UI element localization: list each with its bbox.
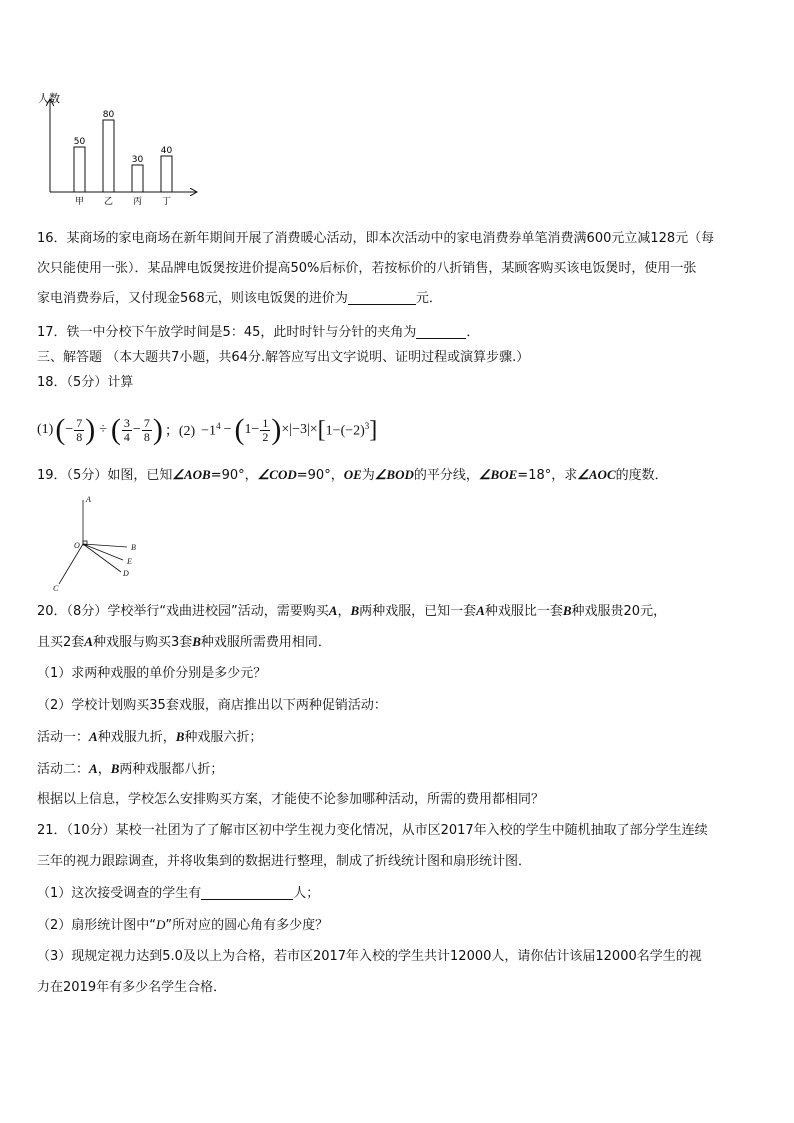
q19-text: 19．（5分）如图，已知∠AOB=90°，∠COD=90°，OE为∠BOD的平分线，∠BOE=18°，求∠AOC的度数． bbox=[37, 467, 668, 483]
bar-value-label: 80 bbox=[102, 110, 115, 120]
q21-sub3b: 力在2019年有多少名学生合格． bbox=[37, 980, 227, 995]
fraction: $\frac{3}{4}$ bbox=[123, 415, 130, 444]
label-D: D bbox=[123, 569, 129, 578]
q21-sub2: （2）扇形统计图中“D”所对应的圆心角有多少度？ bbox=[37, 917, 329, 933]
label-A: A bbox=[86, 495, 91, 504]
fraction: $\frac{1}{2}$ bbox=[262, 415, 269, 444]
bar-丁 bbox=[161, 156, 172, 192]
q17 bbox=[37, 324, 479, 342]
y-axis-label: 人数 bbox=[38, 92, 60, 105]
q21-sub3: （3）现规定视力达到5.0及以上为合格，若市区2017年入校的学生共计12000人，请你估计该届12000名学生的视 bbox=[37, 949, 702, 964]
answer-blank[interactable] bbox=[348, 290, 416, 305]
category-label: 丙 bbox=[132, 197, 143, 207]
bar-乙 bbox=[103, 120, 114, 192]
bar-chart bbox=[30, 88, 210, 208]
fraction: $\frac{7}{8}$ bbox=[143, 415, 150, 444]
category-label: 甲 bbox=[74, 197, 85, 207]
label-C: C bbox=[53, 584, 59, 593]
q20-sub1: （1）求两种戏服的单价分别是多少元？ bbox=[37, 666, 267, 681]
q16-line3 bbox=[37, 290, 442, 308]
q20-line2: 且买2套A种戏服与购买3套B种戏服所需费用相同． bbox=[37, 634, 331, 650]
bar-value-label: 30 bbox=[131, 155, 144, 165]
q16-line1: 16．某商场的家电商场在新年期间开展了消费暖心活动，即本次活动中的家电消费券单笔消费满600元立减128元（每 bbox=[37, 231, 715, 246]
q20-activity1: 活动一：A种戏服九折，B种戏服六折； bbox=[37, 729, 263, 745]
q20-line1: 20．（8分）学校举行“戏曲进校园”活动，需要购买A，B两种戏服，已知一套A种戏服比一套B种戏服贵20元， bbox=[37, 603, 667, 619]
bar-丙 bbox=[132, 165, 143, 192]
angle-diagram bbox=[45, 492, 155, 594]
q16-line2: 次只能使用一张）．某品牌电饭煲按进价提高50%后标价，若按标价的八折销售，某顾客购买该电饭煲时，使用一张 bbox=[37, 261, 697, 276]
q20-activity2: 活动二：A，B两种戏服都八折； bbox=[37, 761, 224, 777]
q17-text: 17．铁一中分校下午放学时间是5：45，此时时针与分针的夹角为 bbox=[37, 325, 417, 340]
q20-sub2: （2）学校计划购买35套戏服，商店推出以下两种促销活动： bbox=[37, 698, 387, 713]
q21-sub1: （1）这次接受调查的学生有 人； bbox=[37, 886, 320, 901]
q16-line3-text: 家电消费券后，又付现金568元，则该电饭煲的进价为 bbox=[37, 291, 348, 306]
label-O: O bbox=[74, 541, 80, 550]
answer-blank[interactable] bbox=[416, 324, 466, 339]
bar-甲 bbox=[74, 147, 85, 192]
q21-line1: 21．（10分）某校一社团为了了解市区初中学生视力变化情况，从市区2017年入校的学生中随机抽取了部分学生连续 bbox=[37, 823, 708, 838]
q17-end: ． bbox=[466, 325, 480, 340]
q18-title: 18．（5分）计算 bbox=[37, 375, 134, 390]
category-label: 乙 bbox=[103, 197, 114, 207]
q21-line2: 三年的视力跟踪调查，并将收集到的数据进行整理，制成了折线统计图和扇形统计图． bbox=[37, 854, 532, 869]
q18-expression: (1) ( − $\frac{7}{8}$ ) ÷ ( $\frac{3}{4}$ − $\frac{7}{8}$ ) ；(2) $-1^4$ − ( 1− $\frac{1}{2}$ ) ×|−3|× [ $1-(-2)^3$ ] bbox=[37, 413, 378, 446]
q20-last: 根据以上信息，学校怎么安排购买方案，才能使不论参加哪种活动，所需的费用都相同？ bbox=[37, 792, 545, 807]
bar-value-label: 50 bbox=[73, 137, 86, 147]
section-heading: 三、解答题 （本大题共7小题，共64分.解答应写出文字说明、证明过程或演算步骤.） bbox=[37, 350, 530, 365]
answer-blank[interactable] bbox=[201, 885, 293, 900]
q18-part1-label: (1) bbox=[37, 422, 54, 437]
q16-line3-end: 元． bbox=[415, 291, 442, 306]
label-E: E bbox=[127, 557, 132, 566]
category-label: 丁 bbox=[161, 197, 172, 207]
fraction: $\frac{7}{8}$ bbox=[76, 415, 83, 444]
bar-value-label: 40 bbox=[160, 146, 173, 156]
label-B: B bbox=[131, 543, 136, 552]
q18-part2-label: ；(2) bbox=[164, 424, 196, 439]
